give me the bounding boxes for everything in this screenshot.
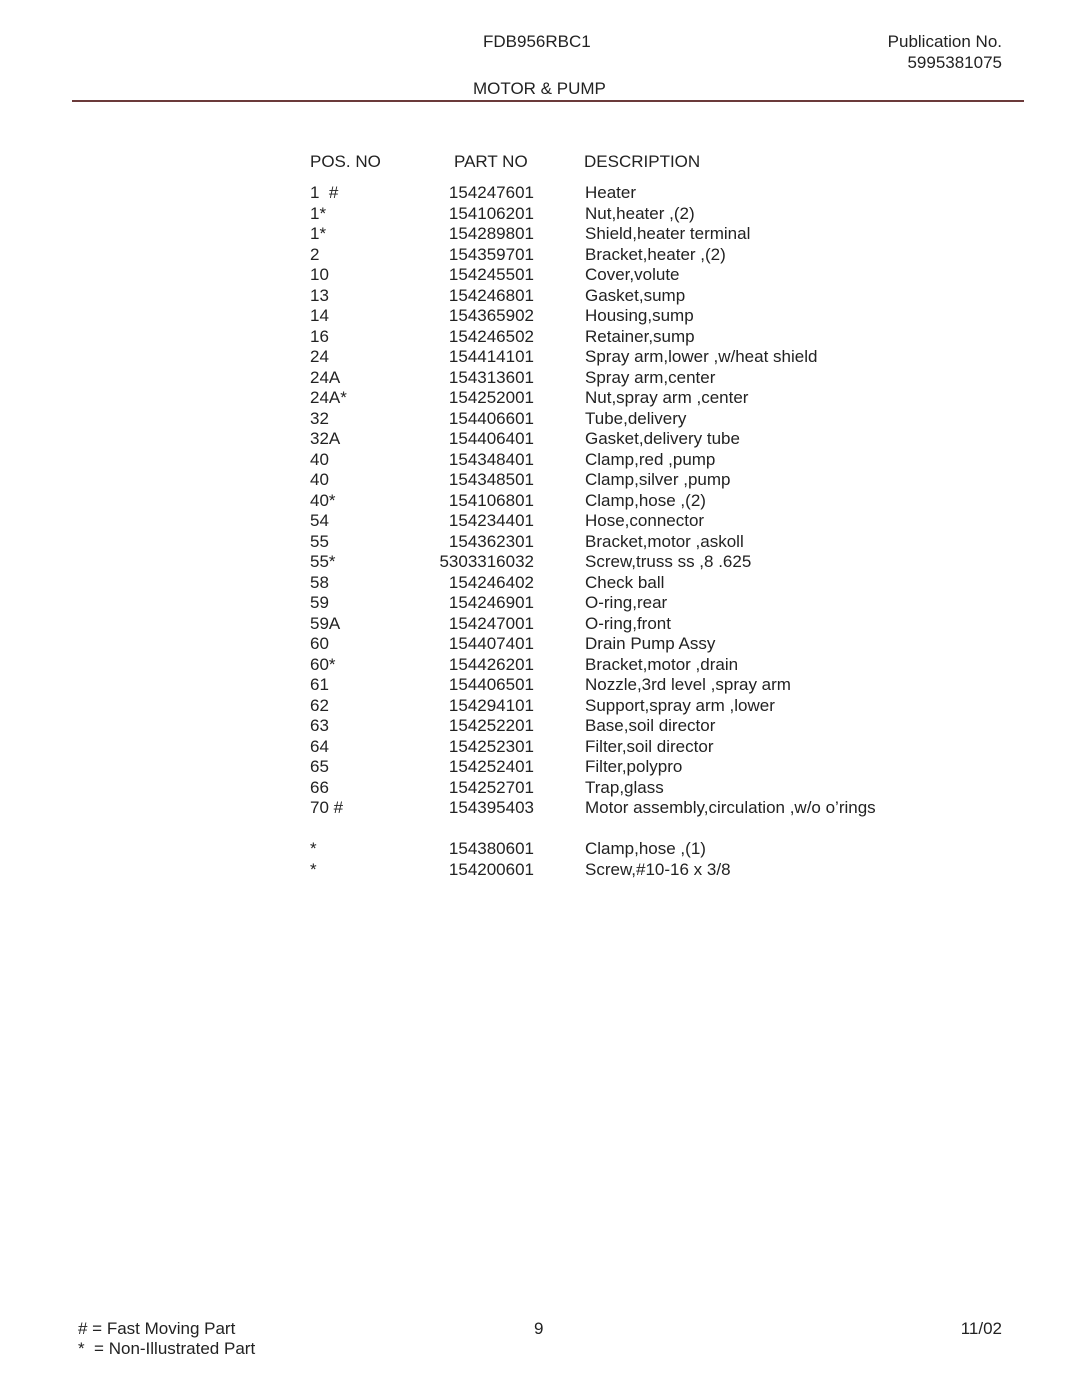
pos-cell: 1* (310, 224, 327, 243)
description-cell: Check ball (585, 572, 665, 592)
table-row (0, 204, 1080, 225)
part-number-cell: 154252001 (448, 388, 534, 407)
part-number-cell: 154246502 (448, 326, 534, 346)
pos-cell: 1* (310, 203, 327, 223)
table-row (0, 655, 1080, 676)
table-row (0, 757, 1080, 778)
table-row (0, 347, 1080, 368)
table-row (0, 634, 1080, 655)
legend-non-illustrated: * = Non-Illustrated Part (78, 1339, 256, 1358)
table-row (0, 245, 1080, 266)
description-cell: Support,spray arm ,lower (585, 695, 775, 715)
pos-cell: 32A (310, 429, 341, 448)
table-row (0, 532, 1080, 553)
description-cell: Screw,#10-16 x 3/8 (585, 859, 731, 879)
pos-cell: 58 (310, 572, 329, 592)
description-cell: Heater (585, 183, 637, 202)
table-row (0, 716, 1080, 737)
part-number-cell: 154200601 (448, 859, 534, 879)
description-cell: Cover,volute (585, 265, 680, 284)
table-row (0, 429, 1080, 450)
column-header-pos: POS. NO (310, 152, 381, 171)
pos-cell: 62 (310, 695, 329, 715)
pos-cell: 59A (310, 613, 341, 633)
pos-cell: 10 (310, 265, 329, 284)
description-cell: Bracket,motor ,drain (585, 654, 739, 674)
pos-cell: * (310, 859, 317, 879)
column-header-description: DESCRIPTION (584, 152, 701, 171)
section-title: MOTOR & PUMP (473, 79, 606, 98)
part-number-cell: 154406501 (448, 675, 534, 694)
pos-cell: * (310, 839, 317, 858)
table-row (0, 675, 1080, 696)
part-number-cell: 154348401 (448, 449, 534, 469)
description-cell: Clamp,hose ,(2) (585, 490, 706, 510)
table-row (0, 798, 1080, 819)
part-number-cell: 154426201 (448, 654, 534, 674)
description-cell: Filter,soil director (585, 736, 714, 756)
pos-cell: 32 (310, 408, 329, 428)
description-cell: Shield,heater terminal (585, 224, 751, 243)
pos-cell: 24A (310, 367, 341, 387)
description-cell: Clamp,silver ,pump (585, 470, 731, 489)
part-number-cell: 154362301 (448, 531, 534, 551)
table-row (0, 286, 1080, 307)
table-row (0, 860, 1080, 881)
pos-cell: 2 (310, 244, 320, 264)
model-number: FDB956RBC1 (483, 32, 591, 51)
description-cell: O-ring,rear (585, 593, 668, 612)
table-row (0, 388, 1080, 409)
description-cell: Bracket,heater ,(2) (585, 244, 726, 264)
description-cell: Retainer,sump (585, 326, 695, 346)
page-number: 9 (534, 1319, 544, 1338)
pos-cell: 60* (310, 654, 336, 674)
pos-cell: 40* (310, 490, 336, 510)
description-cell: Gasket,delivery tube (585, 429, 740, 448)
part-number-cell: 154406401 (448, 429, 534, 448)
description-cell: Bracket,motor ,askoll (585, 531, 744, 551)
part-number-cell: 154246402 (448, 572, 534, 592)
table-row (0, 778, 1080, 799)
pos-cell: 65 (310, 757, 329, 776)
table-row (0, 573, 1080, 594)
table-row (0, 491, 1080, 512)
description-cell: Clamp,red ,pump (585, 449, 716, 469)
pos-cell: 14 (310, 306, 329, 325)
part-number-cell: 154252701 (448, 777, 534, 797)
pos-cell: 40 (310, 470, 329, 489)
pos-cell: 40 (310, 449, 329, 469)
description-cell: Trap,glass (585, 777, 664, 797)
pos-cell: 61 (310, 675, 329, 694)
part-number-cell: 154252401 (448, 757, 534, 776)
part-number-cell: 154245501 (448, 265, 534, 284)
publication-label: Publication No. (887, 32, 1002, 51)
description-cell: Clamp,hose ,(1) (585, 839, 706, 858)
description-cell: O-ring,front (585, 613, 671, 633)
part-number-cell: 5303316032 (439, 552, 534, 571)
pos-cell: 64 (310, 736, 329, 756)
description-cell: Spray arm,lower ,w/heat shield (585, 347, 818, 366)
table-row (0, 327, 1080, 348)
pos-cell: 59 (310, 593, 329, 612)
table-row (0, 552, 1080, 573)
pos-cell: 16 (310, 326, 329, 346)
description-cell: Spray arm,center (585, 367, 716, 387)
table-row (0, 737, 1080, 758)
part-number-cell: 154294101 (448, 695, 534, 715)
table-row (0, 224, 1080, 245)
header-divider (72, 100, 1024, 102)
description-cell: Drain Pump Assy (585, 634, 716, 653)
description-cell: Filter,polypro (585, 757, 683, 776)
part-number-cell: 154414101 (448, 347, 534, 366)
column-header-part: PART NO (454, 152, 528, 171)
part-number-cell: 154380601 (448, 839, 534, 858)
publication-number: 5995381075 (907, 53, 1002, 72)
description-cell: Gasket,sump (585, 285, 686, 305)
part-number-cell: 154359701 (448, 244, 534, 264)
table-row (0, 265, 1080, 286)
description-cell: Nut,heater ,(2) (585, 203, 695, 223)
table-row (0, 306, 1080, 327)
description-cell: Housing,sump (585, 306, 694, 325)
description-cell: Nozzle,3rd level ,spray arm (585, 675, 791, 694)
parts-table (0, 183, 1080, 880)
part-number-cell: 154246801 (448, 285, 534, 305)
table-row (0, 696, 1080, 717)
pos-cell: 55 (310, 531, 329, 551)
part-number-cell: 154252201 (448, 716, 534, 735)
pos-cell: 54 (310, 511, 329, 530)
description-cell: Hose,connector (585, 511, 705, 530)
table-row (0, 470, 1080, 491)
pos-cell: 24 (310, 347, 329, 366)
description-cell: Base,soil director (585, 716, 716, 735)
pos-cell: 70 # (310, 798, 344, 817)
table-row (0, 450, 1080, 471)
table-row (0, 368, 1080, 389)
table-row (0, 593, 1080, 614)
table-row (0, 511, 1080, 532)
pos-cell: 1 # (310, 183, 339, 202)
part-number-cell: 154406601 (448, 408, 534, 428)
part-number-cell: 154234401 (448, 511, 534, 530)
pos-cell: 60 (310, 634, 329, 653)
pos-cell: 66 (310, 777, 329, 797)
description-cell: Screw,truss ss ,8 .625 (585, 552, 752, 571)
part-number-cell: 154106801 (448, 490, 534, 510)
legend-fast-moving: # = Fast Moving Part (78, 1319, 236, 1338)
description-cell: Motor assembly,circulation ,w/o o’rings (585, 798, 876, 817)
table-row (0, 183, 1080, 204)
part-number-cell: 154246901 (448, 593, 534, 612)
pos-cell: 63 (310, 716, 329, 735)
part-number-cell: 154365902 (448, 306, 534, 325)
part-number-cell: 154313601 (448, 367, 534, 387)
table-row (0, 839, 1080, 860)
pos-cell: 24A* (310, 388, 347, 407)
part-number-cell: 154348501 (448, 470, 534, 489)
pos-cell: 55* (310, 552, 336, 571)
part-number-cell: 154106201 (448, 203, 534, 223)
table-row (0, 614, 1080, 635)
part-number-cell: 154252301 (448, 736, 534, 756)
pos-cell: 13 (310, 285, 329, 305)
part-number-cell: 154247601 (448, 183, 534, 202)
description-cell: Tube,delivery (585, 408, 687, 428)
part-number-cell: 154289801 (448, 224, 534, 243)
revision-date: 11/02 (960, 1319, 1002, 1338)
part-number-cell: 154247001 (448, 613, 534, 633)
table-row (0, 409, 1080, 430)
part-number-cell: 154395403 (448, 798, 534, 817)
part-number-cell: 154407401 (448, 634, 534, 653)
description-cell: Nut,spray arm ,center (585, 388, 749, 407)
